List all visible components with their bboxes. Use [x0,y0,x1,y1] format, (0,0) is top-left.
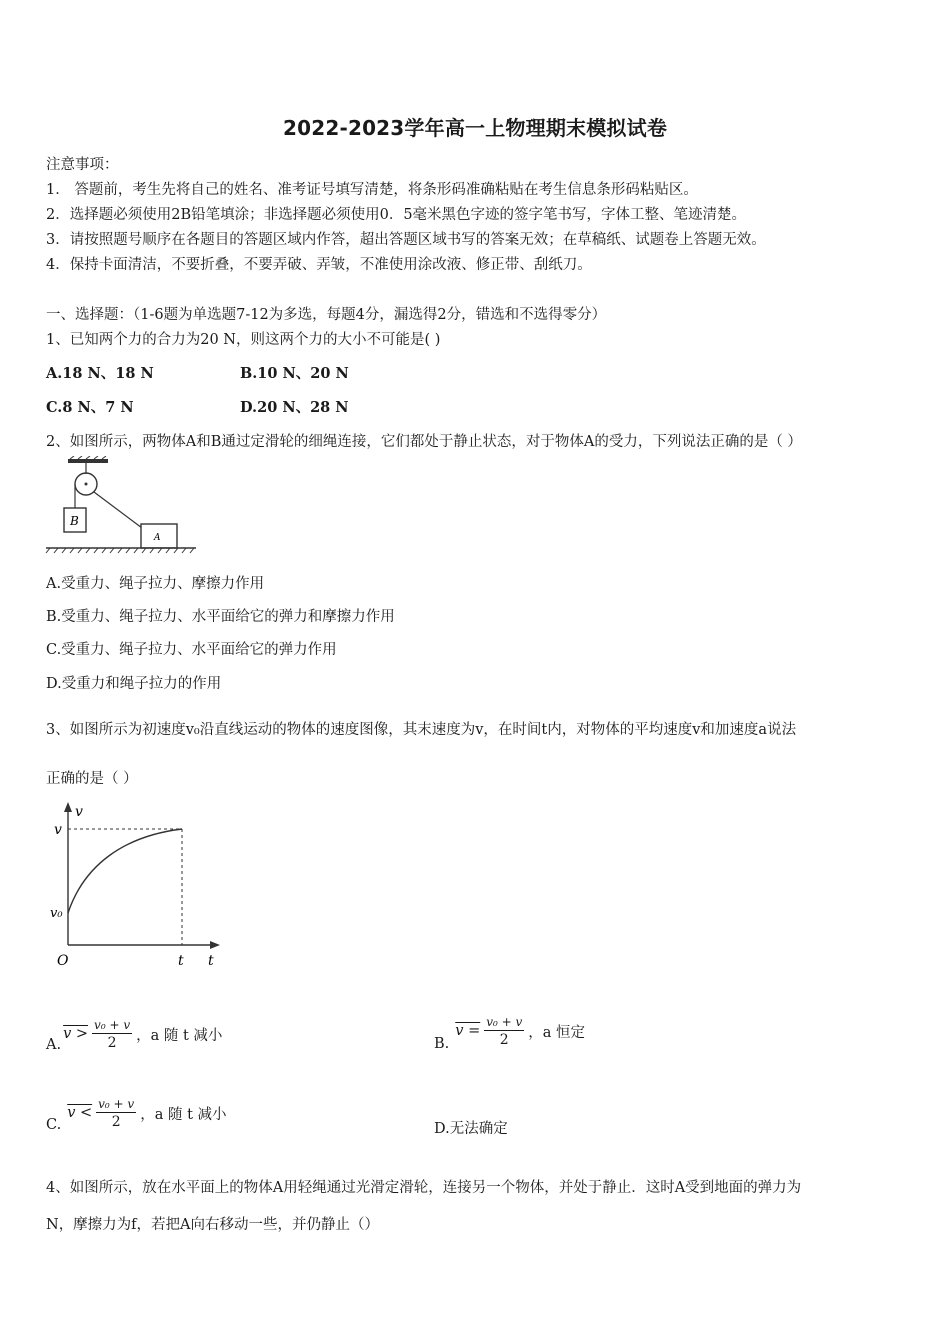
q2-option-c: C.受重力、绳子拉力、水平面给它的弹力作用 [46,642,337,658]
pulley-diagram [44,456,204,556]
x-axis-label: t [208,953,214,969]
q3-option-c-prefix: C. [46,1117,62,1133]
q3-option-a-relation: v > [63,1026,89,1042]
q3-option-b-suffix: ，a 恒定 [528,1024,586,1041]
q1-option-a: A.18 N、18 N [46,365,154,382]
fraction-numerator: v₀ + v [94,1017,131,1032]
question-2-stem: 2、如图所示，两物体A和B通过定滑轮的细绳连接，它们都处于静止状态，对于物体A的受力，下列说法正确的是（ ） [46,434,802,450]
q3-option-b-relation: v = [455,1023,481,1039]
fraction-denominator: 2 [499,1031,509,1048]
question-3-stem-line1: 3、如图所示为初速度v₀沿直线运动的物体的速度图像，其末速度为v，在时间t内，对物体的平均速度v和加速度a说法 [46,722,797,738]
question-4-stem-line1: 4、如图所示，放在水平面上的物体A用轻绳通过光滑定滑轮，连接另一个物体，并处于静止．这时A受到地面的弹力为 [46,1180,802,1196]
y-axis-label: v [75,804,83,820]
t-label: t [178,953,184,969]
y-axis-arrow [64,802,72,812]
ceiling-mount [68,459,108,463]
origin-label: O [57,953,69,969]
notice-item-2: 2．选择题必须使用2B铅笔填涂；非选择题必须使用0．5毫米黑色字迹的签字笔书写，字体工整、笔迹清楚。 [46,207,747,223]
fraction-numerator: v₀ + v [486,1014,523,1029]
q3-option-c [46,1093,227,1133]
q3-option-c-suffix: ，a 随 t 减小 [140,1106,227,1123]
q3-option-b-prefix: B. [434,1036,450,1052]
q3-option-a-fraction [92,1017,132,1052]
fraction-numerator: v₀ + v [98,1096,135,1111]
x-axis-arrow [210,941,220,949]
notice-heading: 注意事项： [46,157,119,173]
q3-option-b [434,1010,585,1052]
q2-option-d: D.受重力和绳子拉力的作用 [46,676,222,692]
q2-option-a: A.受重力、绳子拉力、摩擦力作用 [46,576,265,592]
block-b-label: B [70,514,79,528]
q3-option-a [46,1015,222,1053]
q1-option-c: C.8 N、7 N [46,399,134,416]
question-4-stem-line2: N，摩擦力为f，若把A向右移动一些，并仍静止（） [46,1217,380,1233]
q3-option-d: D.无法确定 [434,1121,508,1137]
notice-item-3: 3．请按照题号顺序在各题目的答题区域内作答，超出答题区域书写的答案无效；在草稿纸、试题卷上答题无效。 [46,232,766,248]
v-label: v [54,822,62,838]
block-a-label: A [154,533,161,543]
q3-option-c-relation: v < [67,1105,93,1121]
q3-option-a-prefix: A. [46,1037,62,1053]
rope-to-a [94,492,142,528]
page-title: 2022-2023学年高一上物理期末模拟试卷 [282,116,668,140]
question-1-stem: 1、已知两个力的合力为20 N，则这两个力的大小不可能是( ) [46,332,441,348]
notice-item-4: 4．保持卡面清洁，不要折叠，不要弄破、弄皱，不准使用涂改液、修正带、刮纸刀。 [46,257,592,273]
section-heading: 一、选择题：（1-6题为单选题7-12为多选，每题4分，漏选得2分，错选和不选得零分） [46,307,607,323]
fraction-denominator: 2 [107,1034,117,1051]
q1-option-b: B.10 N、20 N [240,365,349,382]
q3-option-c-fraction [96,1096,136,1131]
velocity-time-graph [44,800,234,975]
notice-item-1: 1． 答题前，考生先将自己的姓名、准考证号填写清楚，将条形码准确粘贴在考生信息条形码粘贴区。 [46,182,698,198]
q3-option-b-fraction [484,1014,524,1049]
q2-option-b: B.受重力、绳子拉力、水平面给它的弹力和摩擦力作用 [46,609,395,625]
v0-label: v₀ [50,906,63,921]
ceiling-hatch [70,456,106,459]
q3-option-a-suffix: ，a 随 t 减小 [136,1027,223,1044]
question-3-stem-line2: 正确的是（ ） [46,771,138,787]
velocity-curve [68,829,182,913]
q1-option-d: D.20 N、28 N [240,399,349,416]
fraction-denominator: 2 [111,1113,121,1130]
